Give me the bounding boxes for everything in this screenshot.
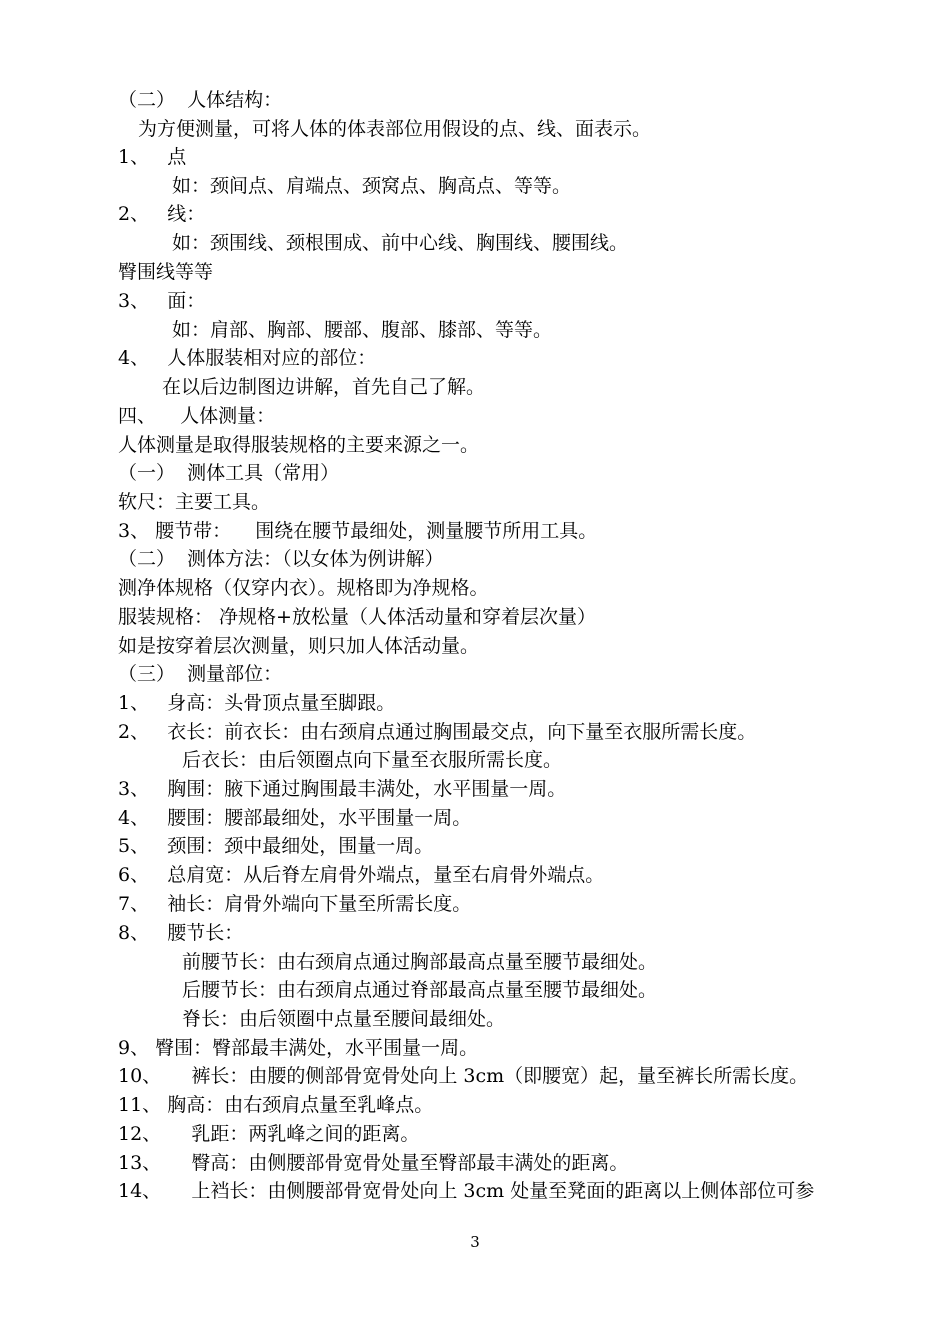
text-line: 14、 上裆长：由侧腰部骨宽骨处向上 3cm 处量至凳面的距离以上侧体部位可参 — [118, 1180, 815, 1202]
text-line: 2、 衣长：前衣长：由右颈肩点通过胸围最交点，向下量至衣服所需长度。 — [118, 721, 757, 743]
text-line: 服装规格： 净规格+放松量（人体活动量和穿着层次量） — [118, 606, 596, 628]
text-line: 如：肩部、胸部、腰部、腹部、膝部、等等。 — [172, 319, 553, 341]
text-line: 10、 裤长：由腰的侧部骨宽骨处向上 3cm（即腰宽）起，量至裤长所需长度。 — [118, 1065, 809, 1087]
page-number: 3 — [470, 1233, 480, 1251]
text-line: 8、 腰节长： — [118, 922, 244, 944]
text-line: 臀围线等等 — [118, 261, 214, 283]
text-line: （三） 测量部位： — [118, 663, 283, 685]
text-line: 人体测量是取得服装规格的主要来源之一。 — [118, 434, 480, 456]
text-line: 1、 身高：头骨顶点量至脚跟。 — [118, 692, 396, 714]
text-line: 四、 人体测量： — [118, 405, 276, 427]
text-line: 3、 胸围：腋下通过胸围最丰满处，水平围量一周。 — [118, 778, 567, 800]
text-line: 13、 臀高：由侧腰部骨宽骨处量至臀部最丰满处的距离。 — [118, 1152, 629, 1174]
text-line: 3、 腰节带： 围绕在腰节最细处，测量腰节所用工具。 — [118, 520, 598, 542]
text-line: 6、 总肩宽：从后脊左肩骨外端点，量至右肩骨外端点。 — [118, 864, 605, 886]
text-line: 为方便测量，可将人体的体表部位用假设的点、线、面表示。 — [138, 118, 652, 140]
text-line: 1、 点 — [118, 146, 187, 168]
text-line: 12、 乳距：两乳峰之间的距离。 — [118, 1123, 420, 1145]
text-line: 测净体规格（仅穿内衣）。规格即为净规格。 — [118, 577, 489, 599]
text-line: （二） 人体结构： — [118, 89, 283, 111]
text-line: 3、 面： — [118, 290, 206, 312]
text-line: 9、 臀围：臀部最丰满处，水平围量一周。 — [118, 1037, 479, 1059]
text-line: 软尺：主要工具。 — [118, 491, 271, 513]
text-line: 4、 人体服装相对应的部位： — [118, 347, 377, 369]
text-line: （二） 测体方法：（以女体为例讲解） — [118, 548, 444, 570]
text-line: 4、 腰围：腰部最细处，水平围量一周。 — [118, 807, 472, 829]
text-line: 如：颈围线、颈根围成、前中心线、胸围线、腰围线。 — [172, 232, 629, 254]
text-line: 后腰节长：由右颈肩点通过脊部最高点量至腰节最细处。 — [182, 979, 658, 1001]
text-line: 如是按穿着层次测量，则只加人体活动量。 — [118, 635, 480, 657]
text-line: （一） 测体工具（常用） — [118, 462, 340, 484]
text-line: 脊长：由后领圈中点量至腰间最细处。 — [182, 1008, 506, 1030]
text-line: 在以后边制图边讲解，首先自己了解。 — [162, 376, 486, 398]
text-line: 7、 袖长：肩骨外端向下量至所需长度。 — [118, 893, 472, 915]
text-line: 后衣长：由后领圈点向下量至衣服所需长度。 — [182, 749, 563, 771]
text-line: 前腰节长：由右颈肩点通过胸部最高点量至腰节最细处。 — [182, 951, 658, 973]
text-line: 2、 线： — [118, 203, 206, 225]
text-line: 如：颈间点、肩端点、颈窝点、胸高点、等等。 — [172, 175, 572, 197]
text-line: 5、 颈围：颈中最细处，围量一周。 — [118, 835, 434, 857]
text-line: 11、 胸高：由右颈肩点量至乳峰点。 — [118, 1094, 434, 1116]
